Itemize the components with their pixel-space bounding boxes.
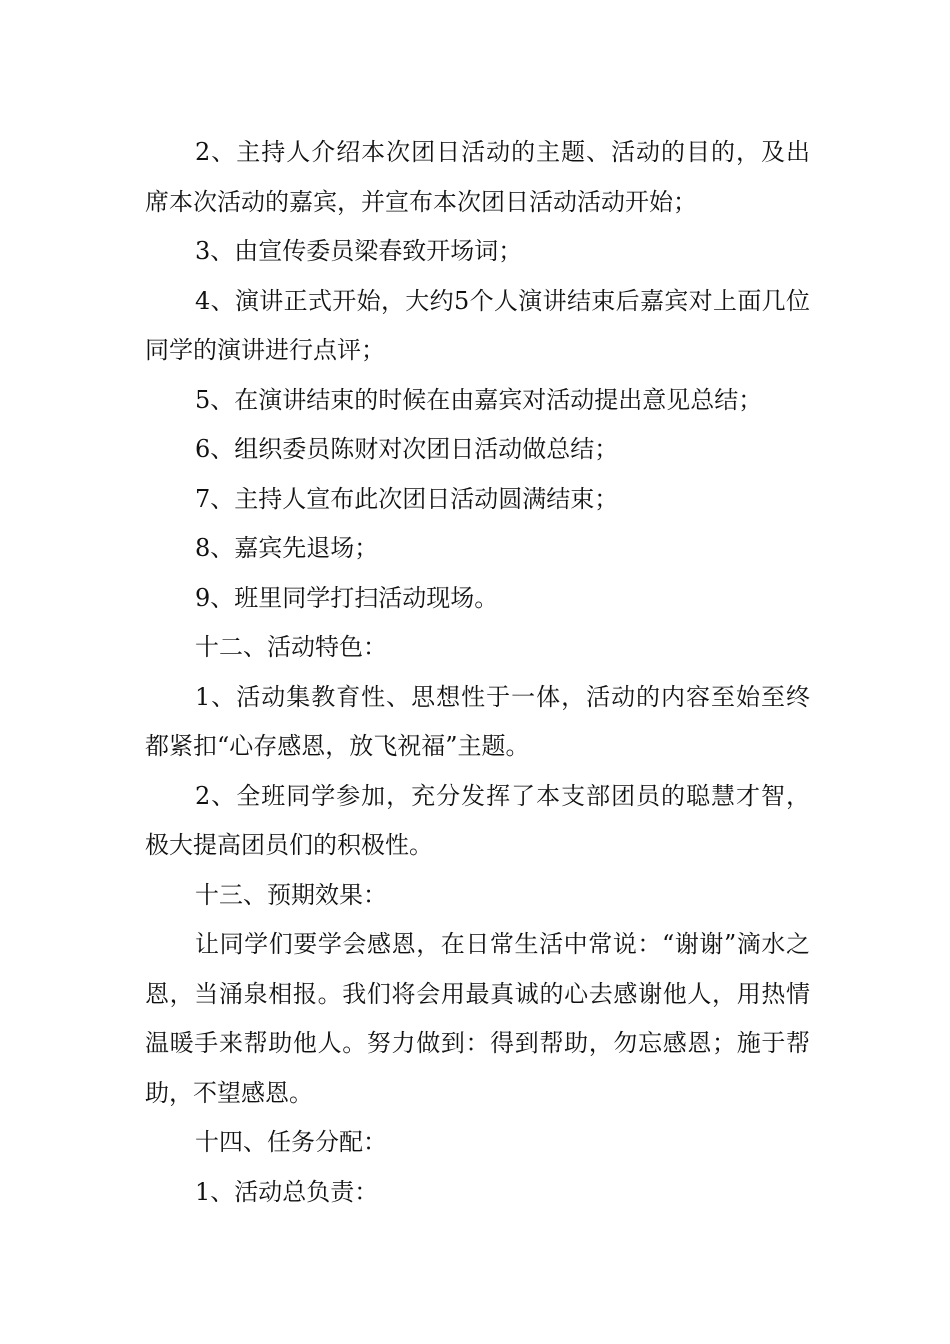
- paragraph-feature-1: 1、活动集教育性、思想性于一体，活动的内容至始至终都紧扣“心存感恩，放飞祝福”主题。: [145, 682, 810, 760]
- paragraph-task-1: 1、活动总负责：: [195, 1177, 379, 1206]
- document-body: [145, 128, 810, 1217]
- paragraph-expected-effect: 让同学们要学会感恩，在日常生活中常说：“谢谢”滴水之恩，当涌泉相报。我们将会用最真诚的心去感谢他人，用热情温暖手来帮助他人。努力做到：得到帮助，勿忘感恩；施于帮助，不望感恩。: [145, 930, 810, 1107]
- paragraph-step-6: 6、组织委员陈财对次团日活动做总结；: [195, 435, 619, 463]
- paragraph-step-4: 4、演讲正式开始，大约5个人演讲结束后嘉宾对上面几位同学的演讲进行点评；: [145, 286, 810, 364]
- section-heading-expected-effect: 十三、预期效果：: [195, 880, 387, 909]
- paragraph-step-8: 8、嘉宾先退场；: [195, 534, 379, 562]
- paragraph-step-9: 9、班里同学打扫活动现场。: [195, 583, 499, 612]
- paragraph-step-7: 7、主持人宣布此次团日活动圆满结束；: [195, 484, 619, 513]
- paragraph-step-5: 5、在演讲结束的时候在由嘉宾对活动提出意见总结；: [195, 385, 763, 414]
- paragraph-feature-2: 2、全班同学参加，充分发挥了本支部团员的聪慧才智，极大提高团员们的积极性。: [145, 781, 810, 859]
- section-heading-features: 十二、活动特色：: [195, 633, 387, 661]
- paragraph-step-3: 3、由宣传委员梁春致开场词；: [195, 237, 523, 265]
- paragraph-step-2: 2、主持人介绍本次团日活动的主题、活动的目的，及出席本次活动的嘉宾，并宣布本次团日活动活动开始；: [145, 138, 810, 216]
- section-heading-task-assignment: 十四、任务分配：: [195, 1128, 387, 1156]
